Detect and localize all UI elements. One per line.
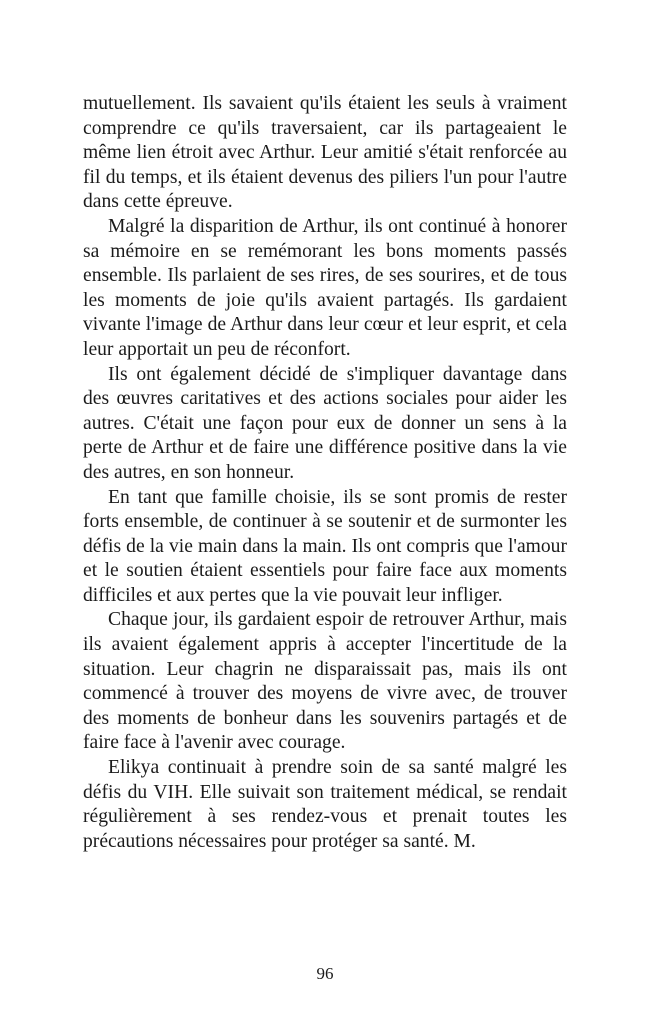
paragraph-5: Chaque jour, ils gardaient espoir de retrouver Arthur, mais ils avaient également appris à accepter l'incertitude de la situation. Leur chagrin ne disparaissait pas, mais ils ont commencé à trouver des moyens de vivre avec, de trouver des moments de bonheur dans les souvenirs partagés et de faire face à l'avenir avec courage. [83, 609, 567, 754]
paragraph-1: mutuellement. Ils savaient qu'ils étaient les seuls à vraiment comprendre ce qu'ils traversaient, car ils partageaient le même lien étroit avec Arthur. Leur amitié s'était renforcée au fil du temps, et ils étaient devenus des piliers l'un pour l'autre dans cette épreuve. [83, 93, 567, 213]
paragraph-3: Ils ont également décidé de s'impliquer davantage dans des œuvres caritatives et des actions sociales pour aider les autres. C'était une façon pour eux de donner un sens à la perte de Arthur et de faire une différence positive dans la vie des autres, en son honneur. [83, 363, 567, 483]
page-number: 96 [316, 964, 334, 983]
paragraph-2: Malgré la disparition de Arthur, ils ont continué à honorer sa mémoire en se remémorant les bons moments passés ensemble. Ils parlaient de ses rires, de ses sourires, et de tous les moments de joie qu'ils avaient partagés. Ils gardaient vivante l'image de Arthur dans leur cœur et leur esprit, et cela leur apportait un peu de réconfort. [83, 215, 567, 360]
page-body [83, 92, 567, 854]
paragraph-6: Elikya continuait à prendre soin de sa santé malgré les défis du VIH. Elle suivait son traitement médical, se rendait régulièrement à ses rendez-vous et prenait toutes les précautions nécessaires pour protéger sa santé. M. [83, 757, 567, 852]
paragraph-4: En tant que famille choisie, ils se sont promis de rester forts ensemble, de continuer à se soutenir et de surmonter les défis de la vie main dans la main. Ils ont compris que l'amour et le soutien étaient essentiels pour faire face aux moments difficiles et aux pertes que la vie pouvait leur infliger. [83, 486, 567, 606]
